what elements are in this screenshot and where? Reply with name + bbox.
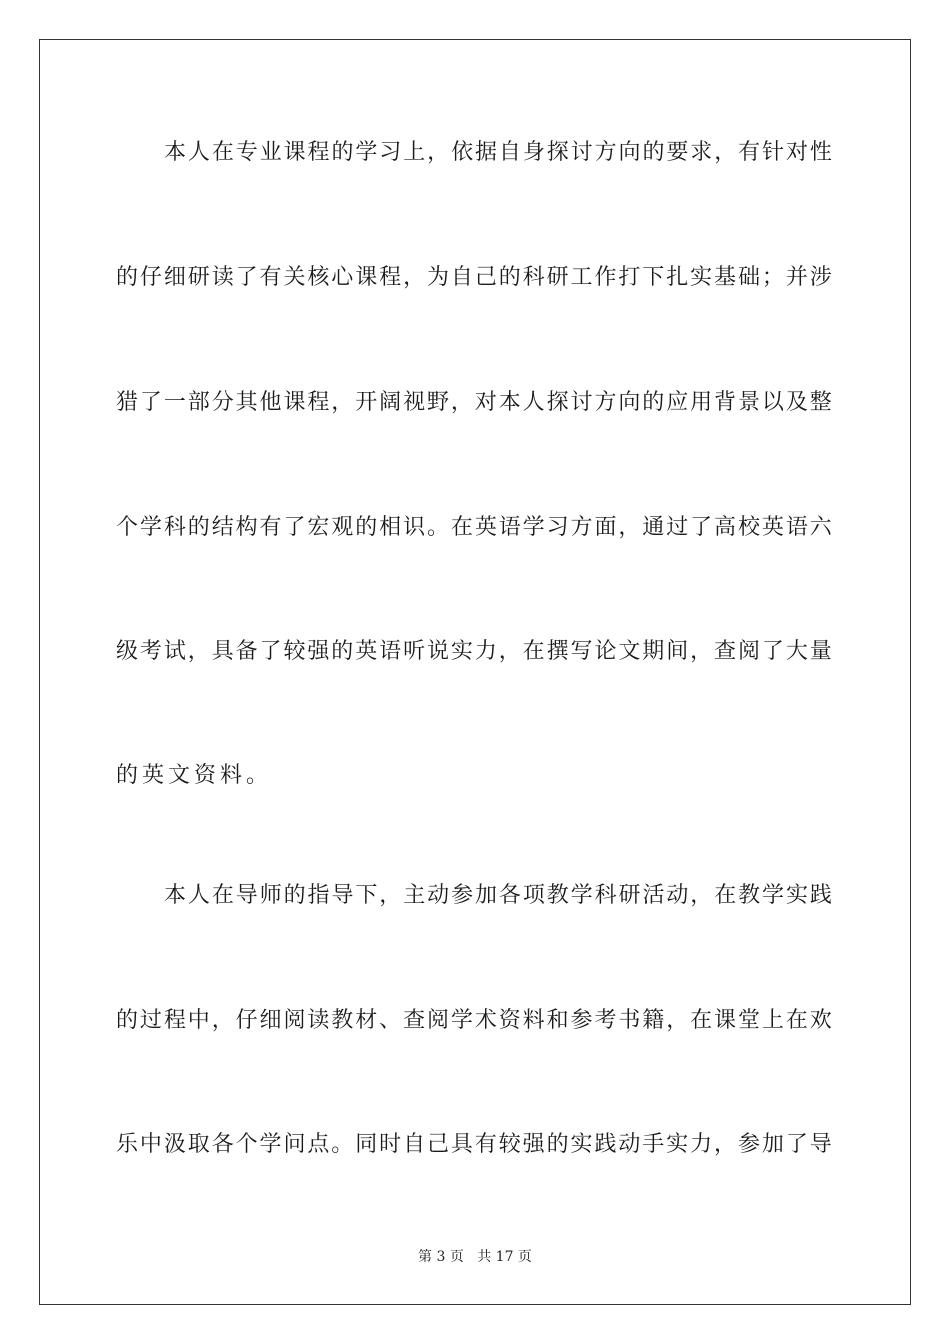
page-footer [0,1246,950,1266]
paragraph-line: 的英文资料。 [116,763,273,788]
paragraph-line: 乐 中 汲 取 各 个 学 问 点 。 同 时 自 己 具 有 较 强 的 实 践 动 手 实 力 ， 参 加 了 导 [116,1132,832,1157]
paragraph-line: 本 人 在 专 业 课 程 的 学 习 上 ， 依 据 自 身 探 讨 方 向 的 要 求 ， 有 针 对 性 [164,140,832,165]
page-number: 第 3 页 [418,1249,464,1265]
page-total: 共 17 页 [477,1249,532,1265]
paragraph-line: 的 过 程 中 ， 仔 细 阅 读 教 材 、 查 阅 学 术 资 料 和 参 考 书 籍 ， 在 课 堂 上 在 欢 [116,1008,832,1033]
page-border [39,39,911,1305]
paragraph-line: 本 人 在 导 师 的 指 导 下 ， 主 动 参 加 各 项 教 学 科 研 活 动 ， 在 教 学 实 践 [164,883,832,908]
paragraph-line: 猎 了 一 部 分 其 他 课 程 ， 开 阔 视 野 ， 对 本 人 探 讨 方 向 的 应 用 背 景 以 及 整 [116,390,832,415]
paragraph-line: 的 仔 细 研 读 了 有 关 核 心 课 程 ， 为 自 己 的 科 研 工 作 打 下 扎 实 基 础 ； 并 涉 [116,265,832,290]
paragraph-line: 级 考 试 ， 具 备 了 较 强 的 英 语 听 说 实 力 ， 在 撰 写 论 文 期 间 ， 查 阅 了 大 量 [116,639,832,664]
paragraph-line: 个 学 科 的 结 构 有 了 宏 观 的 相 识 。 在 英 语 学 习 方 面 ， 通 过 了 高 校 英 语 六 [116,515,832,540]
